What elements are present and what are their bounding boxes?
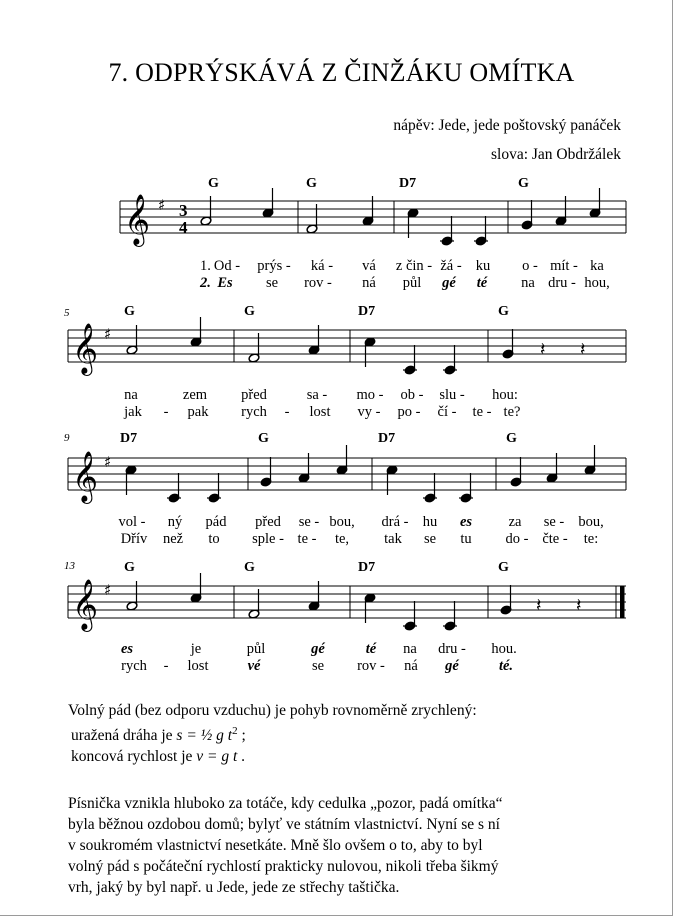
chord: D7 — [358, 304, 376, 319]
tune-credit: nápěv: Jede, jede poštovský panáček — [393, 117, 621, 134]
velocity-formula: v = g t — [196, 748, 238, 766]
lyric-syllable: lost — [309, 404, 331, 420]
lyric-syllable: žá - — [440, 258, 462, 274]
quarter-rest-icon: 𝄽 — [540, 339, 546, 360]
lyric-syllable: je — [190, 641, 202, 657]
lyric-syllable: vol - — [118, 514, 146, 530]
chord: G — [244, 304, 255, 319]
lyric-syllable: bou, — [578, 514, 604, 530]
lyric-syllable: před — [241, 387, 267, 403]
treble-clef-icon: 𝄞 — [72, 579, 99, 630]
chord: G — [258, 431, 269, 446]
measure-number: 13 — [64, 560, 75, 572]
lyric-syllable: půl — [402, 275, 422, 291]
song-title: 7. ODPRÝSKÁVÁ Z ČINŽÁKU OMÍTKA — [108, 58, 575, 87]
lyric-syllable: ká - — [310, 258, 334, 274]
lyric-syllable: hou. — [491, 641, 517, 657]
measure-number: 5 — [64, 307, 70, 319]
lyric-syllable: rov - — [357, 658, 385, 674]
lyric-syllable: sa - — [306, 387, 328, 403]
lyric-syllable: tak — [384, 531, 402, 547]
verse-number: 1. — [200, 258, 211, 274]
treble-clef-icon: 𝄞 — [72, 323, 99, 374]
lyric-syllable: po - — [397, 404, 421, 420]
measure-number: 9 — [64, 432, 70, 444]
distance-formula-line — [68, 721, 628, 746]
lyric-syllable: dru - — [548, 275, 576, 291]
lyric-syllable: te? — [503, 404, 521, 420]
lyric-syllable: Od - — [213, 258, 241, 274]
lyric-syllable: vy - — [357, 404, 381, 420]
story-line: byla běžnou ozdobou domů; bylyť ve státním vlastnictví. Nyní se s ní — [68, 816, 500, 833]
story-line: volný pád s počáteční rychlostí prakticky nulovou, nikoli třeba šikmý — [68, 858, 499, 875]
lyrics-credit: slova: Jan Obdržálek — [491, 146, 621, 163]
lyric-syllable: ob - — [400, 387, 424, 403]
sharp-icon: ♯ — [158, 196, 166, 214]
lyric-syllable: to — [208, 531, 220, 547]
lyric-syllable: se - — [543, 514, 565, 530]
story-line: vrh, jaký by byl např. u Jede, jede ze střechy taštička. — [68, 879, 400, 896]
time-signature-bottom: 4 — [179, 218, 188, 237]
chord: G — [306, 176, 317, 191]
lyric-syllable: ná — [362, 275, 376, 291]
chord: D7 — [378, 431, 396, 446]
lyric-syllable: tu — [460, 531, 472, 547]
lyric-syllable: do - — [505, 531, 529, 547]
chord: G — [124, 304, 135, 319]
sharp-icon: ♯ — [104, 581, 112, 599]
physics-note — [68, 700, 628, 767]
treble-clef-icon: 𝄞 — [72, 451, 99, 502]
time-signature-top: 3 — [179, 201, 188, 220]
lyric-syllable: te - — [297, 531, 317, 547]
chord: D7 — [358, 560, 376, 575]
lyric-syllable: sple - — [252, 531, 284, 547]
velocity-formula-line — [68, 746, 628, 767]
lyric-syllable: - — [284, 404, 290, 420]
lyric-syllable: na — [124, 387, 138, 403]
chord: G — [244, 560, 255, 575]
lyric-syllable: prýs - — [257, 258, 291, 274]
lyric-syllable: te: — [583, 531, 599, 547]
lyric-syllable: té. — [498, 658, 514, 674]
chord: D7 — [120, 431, 138, 446]
lyric-syllable: Dřív — [120, 531, 148, 547]
lyric-syllable: slu - — [439, 387, 465, 403]
lyric-syllable: gé — [442, 275, 456, 291]
chord: G — [506, 431, 517, 446]
lyric-syllable: bou, — [329, 514, 355, 530]
distance-formula: s = ½ g t — [176, 727, 233, 745]
lyric-syllable: se - — [298, 514, 320, 530]
lyric-syllable: dru - — [438, 641, 466, 657]
lyric-syllable: ná — [404, 658, 418, 674]
lyric-syllable: mít - — [550, 258, 578, 274]
lyric-syllable: gé — [311, 641, 325, 657]
lyric-syllable: na — [403, 641, 417, 657]
lyric-syllable: rych — [121, 658, 147, 674]
lyric-syllable: gé — [445, 658, 459, 674]
lyric-syllable: se — [423, 531, 437, 547]
quarter-rest-icon: 𝄽 — [536, 595, 542, 616]
lyric-syllable: zem — [182, 387, 208, 403]
lyric-syllable: na — [521, 275, 535, 291]
lyric-syllable: te - — [472, 404, 492, 420]
lyric-syllable: - — [163, 658, 169, 674]
lyric-syllable: z čin - — [395, 258, 433, 274]
chord: G — [518, 176, 529, 191]
treble-clef-icon: 𝄞 — [124, 194, 151, 245]
lyric-syllable: pád — [205, 514, 227, 530]
story-paragraph — [68, 793, 628, 898]
quarter-rest-icon: 𝄽 — [576, 595, 582, 616]
lyric-syllable: ný — [167, 514, 183, 530]
lyric-syllable: před — [255, 514, 281, 530]
distance-label: uražená dráha je — [71, 727, 173, 745]
sharp-icon: ♯ — [104, 453, 112, 471]
lyric-syllable: té — [476, 275, 488, 291]
lyric-syllable: čte - — [542, 531, 568, 547]
verse-number: 2. — [200, 275, 211, 291]
lyric-syllable: hou, — [584, 275, 610, 291]
lyric-syllable: o - — [522, 258, 538, 274]
chord: D7 — [399, 176, 417, 191]
distance-suffix: ; — [241, 727, 246, 745]
lyric-syllable: ka — [590, 258, 604, 274]
lyric-syllable: hu — [422, 514, 438, 530]
quarter-rest-icon: 𝄽 — [580, 339, 586, 360]
story-line: v soukromém vlastnictví nesetkáte. Mně šlo ovšem o to, aby to byl — [68, 837, 483, 854]
lyric-syllable: es — [459, 514, 473, 530]
lyric-syllable: půl — [246, 641, 266, 657]
lyric-syllable: té — [365, 641, 377, 657]
lyric-syllable: pak — [187, 404, 209, 420]
chord: G — [498, 304, 509, 319]
lyric-syllable: rych — [241, 404, 267, 420]
physics-intro: Volný pád (bez odporu vzduchu) je pohyb rovnoměrně zrychlený: — [68, 702, 477, 719]
lyric-syllable: hou: — [492, 387, 518, 403]
chord: G — [124, 560, 135, 575]
lyric-syllable: drá - — [381, 514, 409, 530]
lyric-syllable: Es — [217, 275, 233, 291]
lyric-syllable: se — [265, 275, 279, 291]
lyric-syllable: jak — [124, 404, 142, 420]
chord: G — [498, 560, 509, 575]
lyric-syllable: čí - — [437, 404, 457, 420]
distance-exponent: 2 — [232, 725, 238, 737]
sharp-icon: ♯ — [104, 325, 112, 343]
lyric-syllable: te, — [334, 531, 350, 547]
velocity-suffix: . — [241, 748, 246, 766]
lyric-syllable: - — [163, 404, 169, 420]
lyric-syllable: vé — [247, 658, 261, 674]
lyric-syllable: se — [311, 658, 325, 674]
lyric-syllable: vá — [362, 258, 376, 274]
final-barline — [620, 586, 625, 618]
velocity-label: koncová rychlost je — [71, 748, 193, 766]
chord: G — [208, 176, 219, 191]
lyric-syllable: es — [120, 641, 134, 657]
lyric-syllable: ku — [475, 258, 491, 274]
lyric-syllable: lost — [187, 658, 209, 674]
lyric-syllable: než — [162, 531, 184, 547]
lyric-syllable: rov - — [304, 275, 332, 291]
lyric-syllable: za — [508, 514, 522, 530]
story-line: Písnička vznikla hluboko za totáče, kdy cedulka „pozor, padá omítka“ — [68, 795, 503, 812]
lyric-syllable: mo - — [356, 387, 384, 403]
